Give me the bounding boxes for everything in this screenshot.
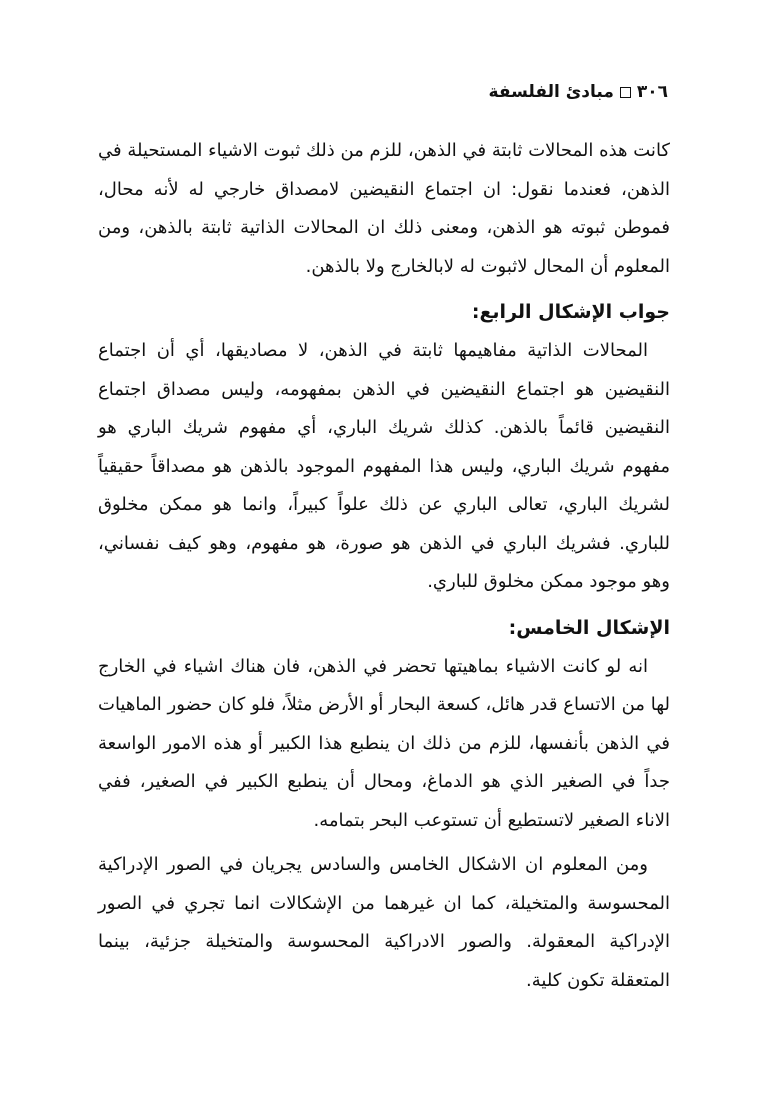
- paragraph-4: ومن المعلوم ان الاشكال الخامس والسادس يجريان في الصور الإدراكية المحسوسة والمتخيلة، كما ان غيرهما من الإشكالات انما تجري في الصور الإدراكية المعقولة. والصور الادراكية المحسوسة والمتخيلة جزئية، بينما المتعقلة تكون كلية.: [98, 854, 670, 991]
- book-title: مبادئ الفلسفة: [488, 82, 614, 102]
- square-icon: [620, 87, 631, 98]
- paragraph-3: انه لو كانت الاشياء بماهيتها تحضر في الذهن، فان هناك اشياء في الخارج لها من الاتساع قدر هائل، كسعة البحار أو الأرض مثلاً، فلو كان حضور الماهيات في الذهن بأنفسها، للزم من ذلك ان ينطبع هذا الكبير أو هذه الامور الواسعة جداً في الصغير الذي هو الدماغ، ومحال أن ينطبع الكبير في الصغير، ففي الاناء الصغير لاتستطيع أن تستوعب البحر بتمامه.: [98, 655, 670, 831]
- heading-fourth-objection-answer: جواب الإشكال الرابع:: [471, 301, 670, 323]
- paragraph-2: المحالات الذاتية مفاهيمها ثابتة في الذهن، لا مصاديقها، أي أن اجتماع النقيضين هو اجتماع النقيضين في الذهن بمفهومه، وليس مصداق اجتماع النقيضين قائماً بالذهن. كذلك شريك الباري، أي مفهوم شريك الباري هو مفهوم شريك الباري، وليس هذا المفهوم الموجود بالذهن هو مصداقاً حقيقياً لشريك الباري، تعالى الباري عن ذلك علواً كبيراً، وانما هو ممكن مخلوق للباري. فشريك الباري في الذهن هو صورة، هو مفهوم، وهو كيف نفساني، وهو موجود ممكن مخلوق للباري.: [98, 340, 670, 592]
- heading-fifth-objection: الإشكال الخامس:: [508, 616, 670, 639]
- page-header: [489, 82, 668, 102]
- paragraph-1: كانت هذه المحالات ثابتة في الذهن، للزم من ذلك ثبوت الاشياء المستحيلة في الذهن، فعندما نقول: ان اجتماع النقيضين لامصداق خارجي له لأنه محال، فموطن ثبوته هو الذهن، ومعنى ذلك ان المحالات الذاتية ثابتة بالذهن، ومن المعلوم أن المحال لاثبوت له لابالخارج ولا بالذهن.: [98, 140, 670, 277]
- page-body: [98, 132, 670, 1000]
- page-number: ٣٠٦: [636, 82, 668, 102]
